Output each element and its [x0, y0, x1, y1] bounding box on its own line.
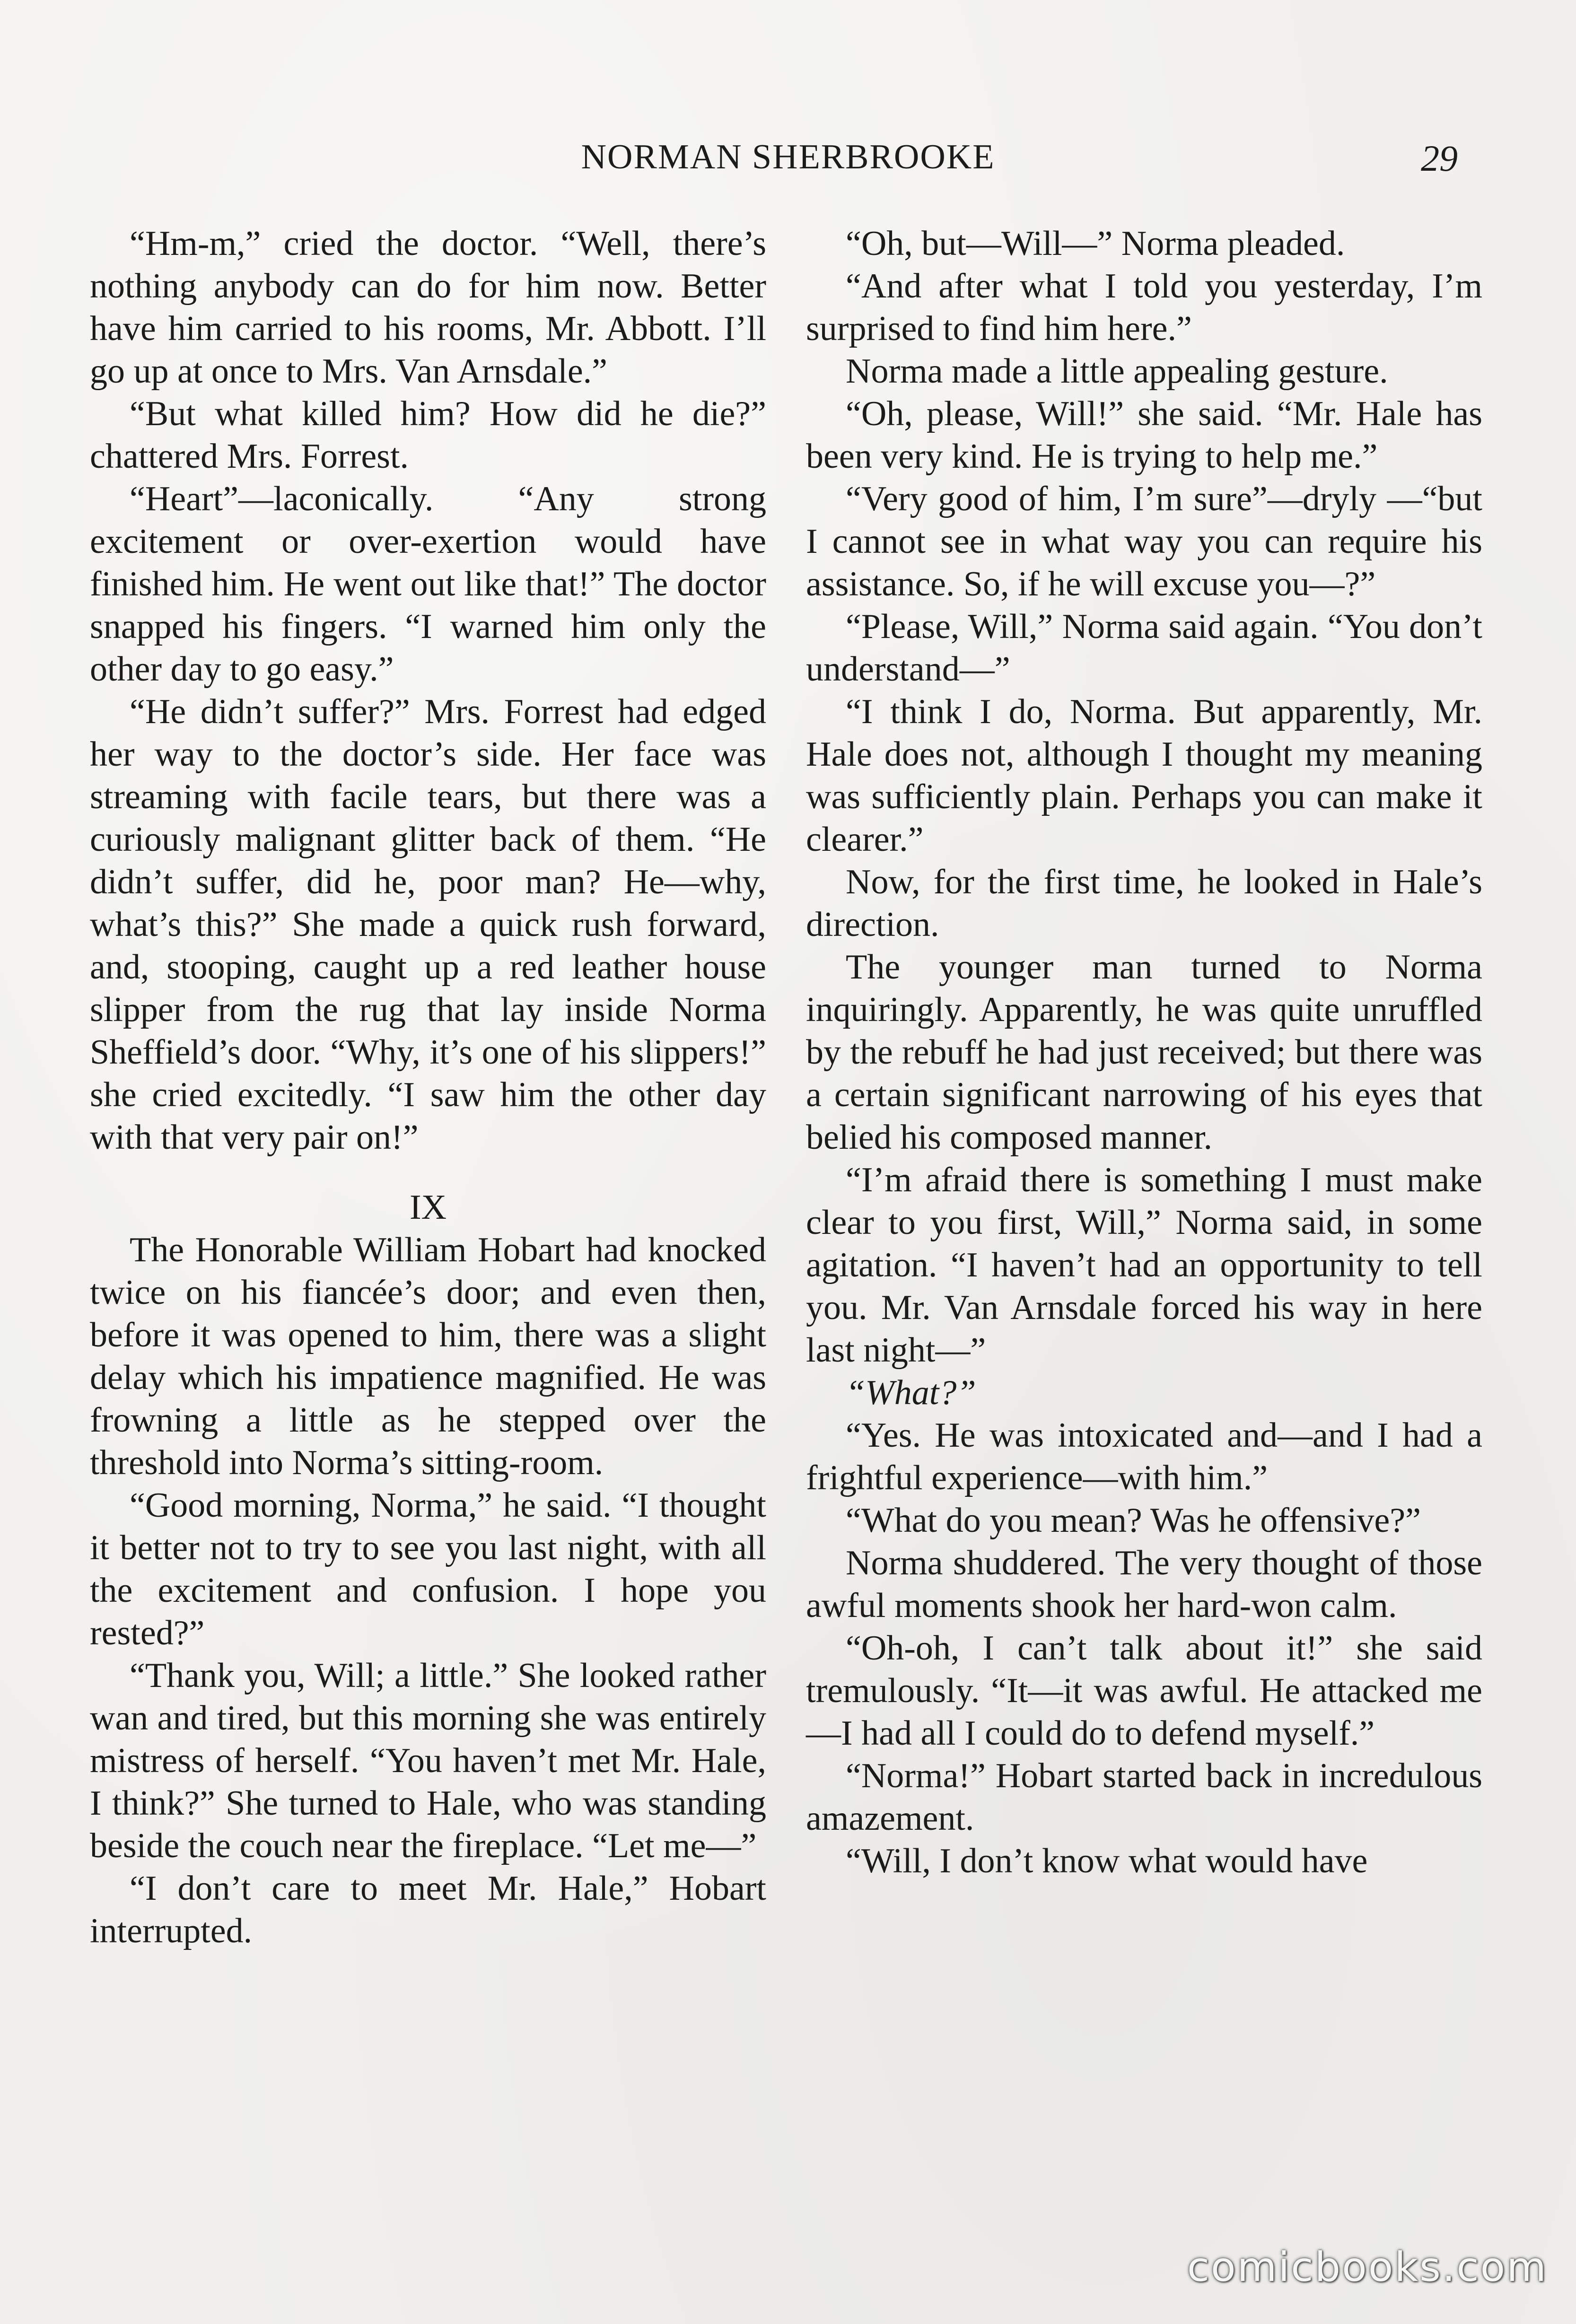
- paragraph: “But what killed him? How did he die?” chattered Mrs. Forrest.: [90, 394, 766, 476]
- paragraph: “What?”: [846, 1373, 976, 1412]
- paragraph: “Please, Will,” Norma said again. “You don’t understand—”: [806, 607, 1482, 689]
- paragraph: “Very good of him, I’m sure”—dryly —“but I cannot see in what way you can require his assistance. So, if he will excuse you—?”: [806, 480, 1482, 603]
- paragraph: “Oh, but—Will—” Norma pleaded.: [846, 224, 1345, 263]
- paragraph: “What do you mean? Was he offensive?”: [846, 1501, 1421, 1540]
- paragraph: “Heart”—laconically. “Any strong excitement or over-exertion would have finished him. He went out like that!” The doctor snapped his fingers. “I warned him only the other day to go easy.”: [90, 480, 766, 689]
- paragraph: “Yes. He was intoxicated and—and I had a frightful experience—with him.”: [806, 1416, 1482, 1497]
- paragraph: The younger man turned to Norma inquiringly. Apparently, he was quite unruffled by the rebuff he had just received; but there was a certain significant narrowing of his eyes that belied his composed manner.: [806, 948, 1482, 1157]
- left-column: [90, 222, 766, 1952]
- paragraph: “Good morning, Norma,” he said. “I thought it better not to try to see you last night, with all the excitement and confusion. I hope you rested?”: [90, 1486, 766, 1652]
- paragraph: “Norma!” Hobart started back in incredulous amazement.: [806, 1756, 1482, 1838]
- paragraph: “Will, I don’t know what would have: [846, 1842, 1368, 1880]
- paragraph: “And after what I told you yesterday, I’m surprised to find him here.”: [806, 267, 1482, 348]
- paragraph: “Oh-oh, I can’t talk about it!” she said tremulously. “It—it was awful. He attacked me—I had all I could do to defend myself.”: [806, 1629, 1482, 1753]
- paragraph: “Hm-m,” cried the doctor. “Well, there’s nothing anybody can do for him now. Better have him carried to his rooms, Mr. Abbott. I’ll go up at once to Mrs. Van Arnsdale.”: [90, 224, 766, 391]
- paragraph: “I’m afraid there is something I must make clear to you first, Will,” Norma said, in some agitation. “I haven’t had an opportunity to tell you. Mr. Van Arnsdale forced his way in here last night—”: [806, 1161, 1482, 1370]
- page-number: 29: [1421, 138, 1458, 179]
- watermark: comicbooks.com: [1187, 2244, 1548, 2291]
- paragraph: Norma made a little appealing gesture.: [846, 352, 1388, 391]
- paragraph: Norma shuddered. The very thought of those awful moments shook her hard-won calm.: [806, 1544, 1482, 1625]
- paragraph: “Oh, please, Will!” she said. “Mr. Hale has been very kind. He is trying to help me.”: [806, 394, 1482, 476]
- running-head: [90, 137, 1486, 184]
- paragraph: The Honorable William Hobart had knocked twice on his fiancée’s door; and even then, before it was opened to him, there was a slight delay which his impatience magnified. He was frowning a little as he stepped over the threshold into Norma’s sitting-room.: [90, 1231, 766, 1482]
- paragraph: Now, for the first time, he looked in Hale’s direction.: [806, 863, 1482, 944]
- paragraph: “Thank you, Will; a little.” She looked rather wan and tired, but this morning she was entirely mistress of herself. “You haven’t met Mr. Hale, I think?” She turned to Hale, who was standing beside the couch near the fireplace. “Let me—”: [90, 1656, 766, 1865]
- right-column: [806, 222, 1482, 1882]
- paragraph: “I think I do, Norma. But apparently, Mr. Hale does not, although I thought my meaning was sufficiently plain. Perhaps you can make it clearer.”: [806, 692, 1482, 859]
- section-number: IX: [409, 1188, 447, 1227]
- running-title: NORMAN SHERBROOKE: [581, 138, 995, 176]
- paragraph: “I don’t care to meet Mr. Hale,” Hobart interrupted.: [90, 1869, 766, 1950]
- paragraph: “He didn’t suffer?” Mrs. Forrest had edged her way to the doctor’s side. Her face was streaming with facile tears, but there was a curiously malignant glitter back of them. “He didn’t suffer, did he, poor man? He—why, what’s this?” She made a quick rush forward, and, stooping, caught up a red leather house slipper from the rug that lay inside Norma Sheffield’s door. “Why, it’s one of his slippers!” she cried excitedly. “I saw him the other day with that very pair on!”: [90, 692, 766, 1157]
